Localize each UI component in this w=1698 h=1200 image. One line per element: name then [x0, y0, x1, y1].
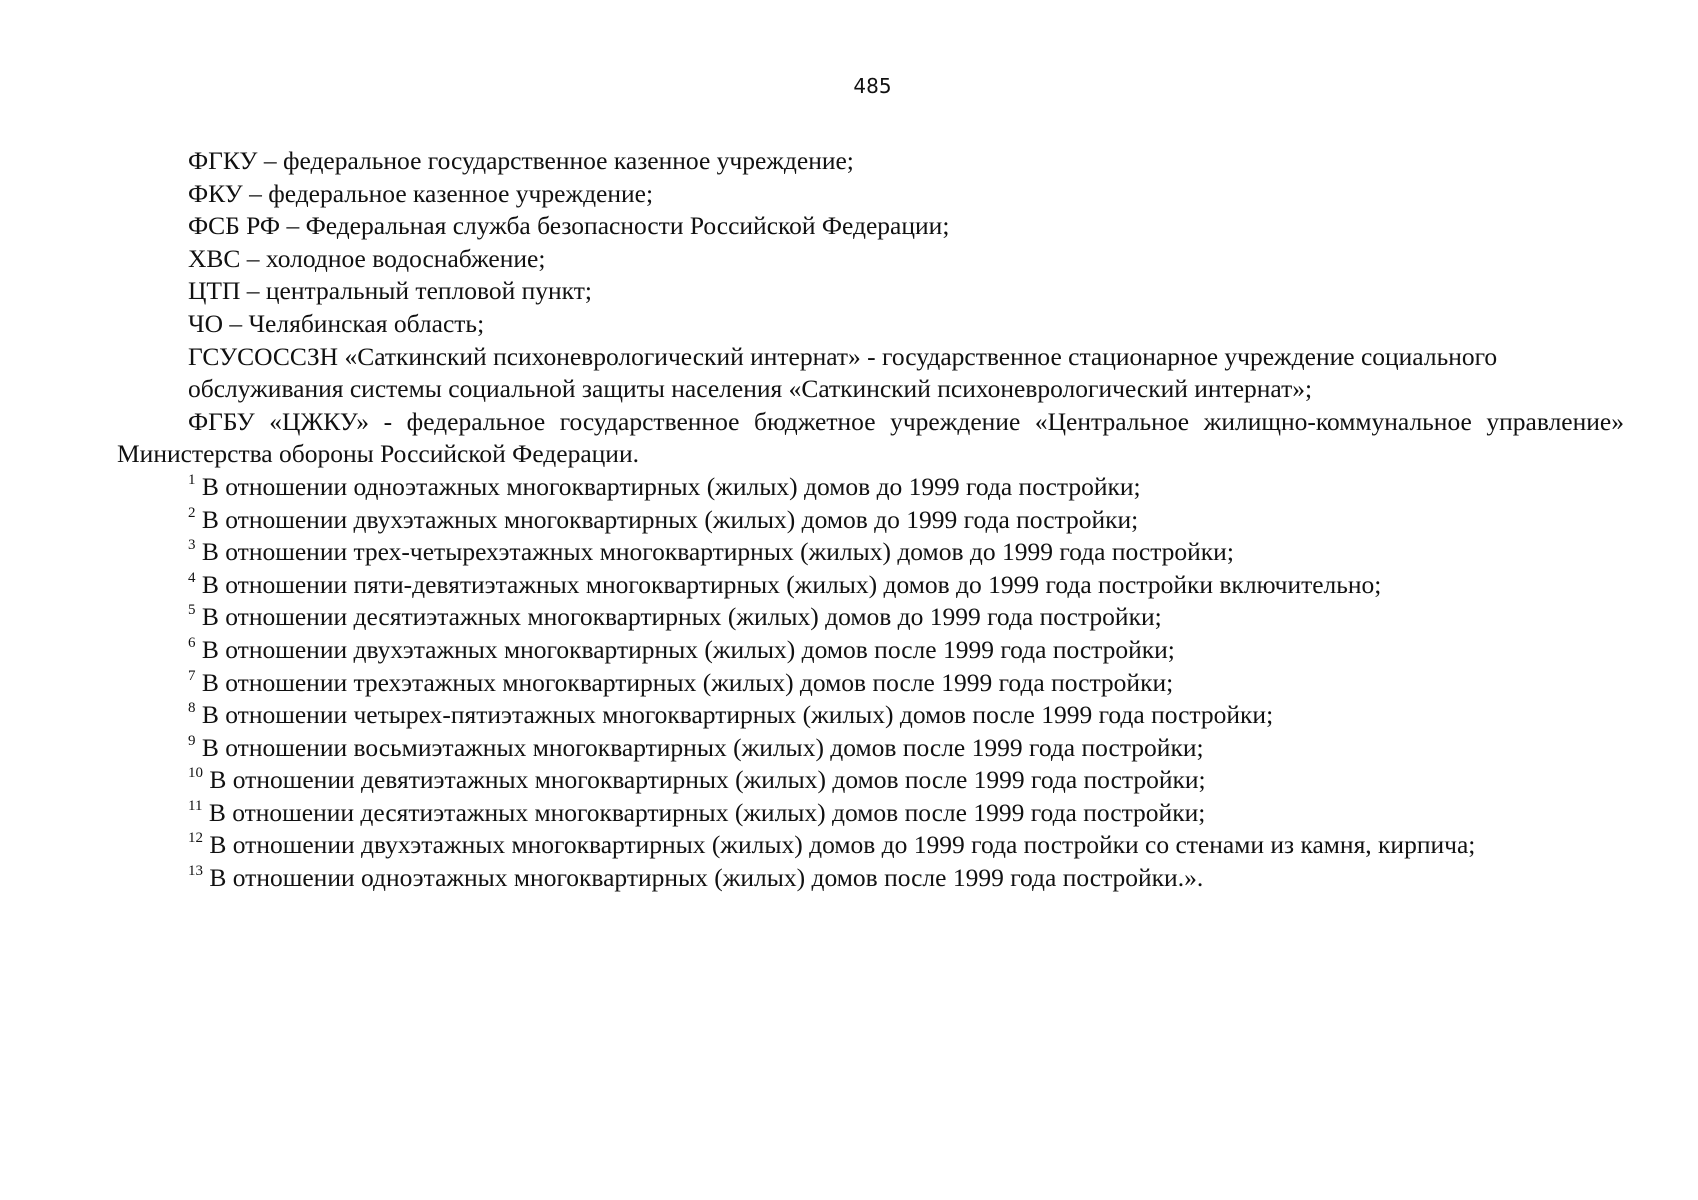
footnote-4	[117, 569, 1624, 602]
footnote-11	[117, 797, 1624, 830]
abbreviation-gsusosszn-line1: ГСУСОССЗН «Саткинский психоневрологический интернат» - государственное стационарное учреждение социального	[188, 341, 1498, 371]
footnote-number: 13	[188, 863, 203, 880]
abbreviation-cho: ЧО – Челябинская область;	[188, 308, 485, 338]
footnote-text: В отношении трехэтажных многоквартирных (жилых) домов после 1999 года постройки;	[195, 667, 1174, 697]
footnote-number: 6	[188, 634, 196, 651]
footnote-text: В отношении трех-четырехэтажных многоквартирных (жилых) домов до 1999 года постройки;	[195, 537, 1234, 567]
footnote-5	[117, 601, 1624, 634]
abbreviation-fgku: ФГКУ – федеральное государственное казенное учреждение;	[188, 146, 854, 175]
footnote-text: В отношении четырех-пятиэтажных многоквартирных (жилых) домов после 1999 года постройки;	[195, 700, 1274, 730]
footnote-text: В отношении двухэтажных многоквартирных (жилых) домов после 1999 года постройки;	[195, 634, 1175, 664]
footnote-number: 8	[188, 700, 196, 717]
footnote-3	[117, 536, 1624, 569]
footnote-number: 9	[188, 732, 196, 749]
footnote-number: 3	[188, 537, 196, 554]
footnote-text: В отношении девятиэтажных многоквартирных (жилых) домов после 1999 года постройки;	[203, 765, 1206, 795]
footnote-text: В отношении восьмиэтажных многоквартирных (жилых) домов после 1999 года постройки;	[195, 732, 1204, 762]
footnote-10	[117, 764, 1624, 797]
abbreviation-fku: ФКУ – федеральное казенное учреждение;	[188, 178, 654, 208]
footnote-text: В отношении одноэтажных многоквартирных (жилых) домов до 1999 года постройки;	[195, 471, 1141, 501]
abbreviation-ctp: ЦТП – центральный тепловой пункт;	[188, 276, 592, 306]
footnote-number: 10	[188, 765, 203, 782]
footnote-number: 1	[188, 471, 196, 488]
footnote-1	[117, 471, 1624, 504]
footnote-7	[117, 667, 1624, 700]
footnote-6	[117, 634, 1624, 667]
footnote-2	[117, 504, 1624, 537]
footnote-text: В отношении десятиэтажных многоквартирных (жилых) домов до 1999 года постройки;	[195, 602, 1162, 632]
footnote-text: В отношении двухэтажных многоквартирных (жилых) домов до 1999 года постройки со стенами из камня, кирпича;	[203, 830, 1476, 860]
footnote-13	[117, 862, 1624, 895]
footnote-text: В отношении десятиэтажных многоквартирных (жилых) домов после 1999 года постройки;	[202, 797, 1206, 827]
abbreviation-fsb-rf: ФСБ РФ – Федеральная служба безопасности Российской Федерации;	[188, 211, 950, 241]
abbreviation-gsusosszn-line2: обслуживания системы социальной защиты населения «Саткинский психоневрологический интернат»;	[188, 374, 1313, 404]
abbreviation-hvs: ХВС – холодное водоснабжение;	[188, 243, 546, 273]
page-number: 485	[853, 74, 892, 98]
footnote-number: 2	[188, 504, 196, 521]
abbreviation-fgbu-czhku: ФГБУ «ЦЖКУ» - федеральное государственное бюджетное учреждение «Центральное жилищно-коммунальное управление» Министерства обороны Российской Федерации.	[117, 406, 1624, 469]
footnote-number: 12	[188, 830, 203, 847]
footnote-text: В отношении двухэтажных многоквартирных (жилых) домов до 1999 года постройки;	[195, 504, 1139, 534]
footnote-8	[117, 699, 1624, 732]
footnote-number: 4	[188, 569, 196, 586]
footnote-text: В отношении одноэтажных многоквартирных (жилых) домов после 1999 года постройки.».	[203, 863, 1204, 893]
footnote-12	[117, 829, 1624, 862]
footnote-text: В отношении пяти-девятиэтажных многоквартирных (жилых) домов до 1999 года постройки включительно;	[195, 569, 1382, 599]
footnote-number: 11	[188, 797, 203, 814]
document-body	[117, 145, 1624, 895]
footnote-number: 5	[188, 602, 196, 619]
footnote-number: 7	[188, 667, 196, 684]
footnote-9	[117, 732, 1624, 765]
